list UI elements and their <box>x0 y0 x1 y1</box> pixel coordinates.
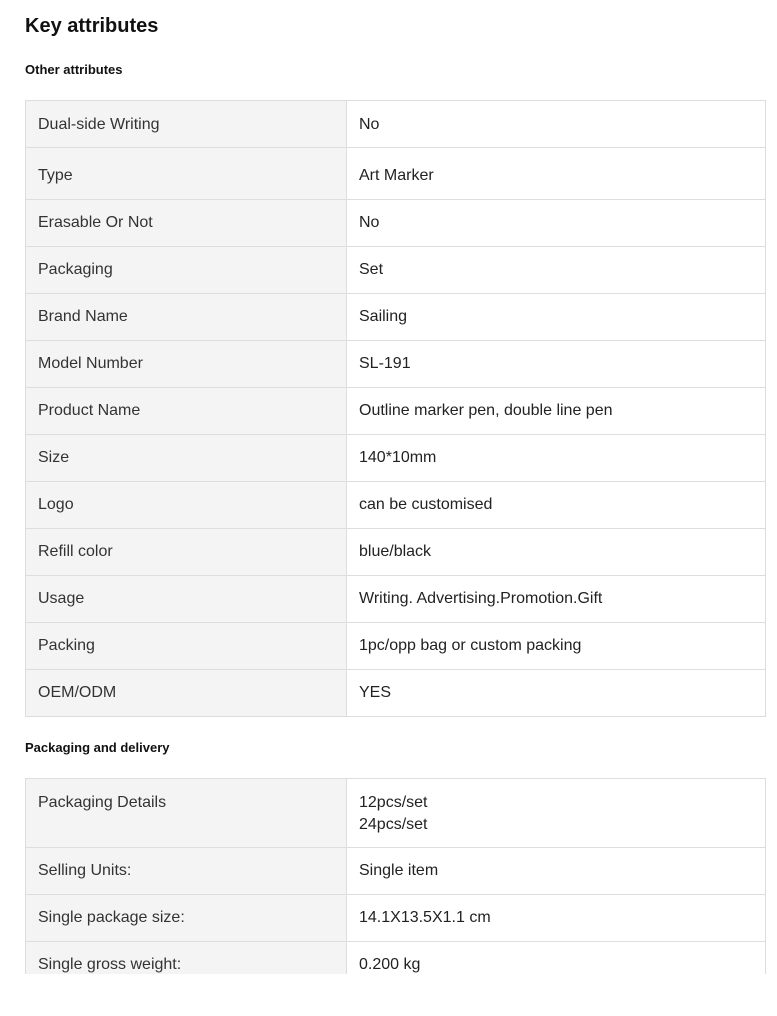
table-row <box>26 388 766 435</box>
attr-key: Product Name <box>26 388 347 435</box>
packaging-delivery-table <box>25 778 766 974</box>
attr-value: Writing. Advertising.Promotion.Gift <box>347 576 766 623</box>
attr-value-line: 12pcs/set <box>359 794 428 811</box>
attr-key: Usage <box>26 576 347 623</box>
attr-key: Type <box>26 148 347 200</box>
attr-value: 140*10mm <box>347 435 766 482</box>
table-row <box>26 148 766 200</box>
packaging-delivery-heading: Packaging and delivery <box>25 740 170 755</box>
attr-key: Packaging <box>26 247 347 294</box>
page-title: Key attributes <box>25 15 159 37</box>
attr-value: Single item <box>347 848 766 895</box>
attr-value: Sailing <box>347 294 766 341</box>
table-row <box>26 341 766 388</box>
attr-value-line: 24pcs/set <box>359 816 428 833</box>
attr-value: No <box>347 200 766 247</box>
table-row <box>26 101 766 148</box>
table-row <box>26 848 766 895</box>
table-row <box>26 529 766 576</box>
table-row <box>26 895 766 942</box>
table-row <box>26 623 766 670</box>
attr-key: Model Number <box>26 341 347 388</box>
attr-key: Packaging Details <box>26 779 347 848</box>
other-attributes-table <box>25 100 766 717</box>
attr-key: Brand Name <box>26 294 347 341</box>
attr-key: Refill color <box>26 529 347 576</box>
attr-key: Erasable Or Not <box>26 200 347 247</box>
table-row <box>26 247 766 294</box>
attr-value: Outline marker pen, double line pen <box>347 388 766 435</box>
attr-value: can be customised <box>347 482 766 529</box>
attr-value: SL-191 <box>347 341 766 388</box>
table-row <box>26 435 766 482</box>
table-row <box>26 779 766 848</box>
attr-value: blue/black <box>347 529 766 576</box>
attr-value: Art Marker <box>347 148 766 200</box>
attr-value: YES <box>347 670 766 717</box>
attr-value: 0.200 kg <box>347 942 766 975</box>
attr-key: Single package size: <box>26 895 347 942</box>
attr-value-multiline <box>347 779 766 848</box>
table-row <box>26 576 766 623</box>
attr-key: Single gross weight: <box>26 942 347 975</box>
attr-value: No <box>347 101 766 148</box>
attr-value: 14.1X13.5X1.1 cm <box>347 895 766 942</box>
attr-key: Logo <box>26 482 347 529</box>
attr-key: Selling Units: <box>26 848 347 895</box>
attr-value: 1pc/opp bag or custom packing <box>347 623 766 670</box>
attr-key: Dual-side Writing <box>26 101 347 148</box>
attr-key: OEM/ODM <box>26 670 347 717</box>
table-row <box>26 294 766 341</box>
attr-key: Size <box>26 435 347 482</box>
table-row <box>26 482 766 529</box>
attr-key: Packing <box>26 623 347 670</box>
other-attributes-heading: Other attributes <box>25 62 123 77</box>
table-row <box>26 200 766 247</box>
table-row <box>26 942 766 975</box>
attr-value: Set <box>347 247 766 294</box>
packaging-delivery-viewport <box>25 778 766 974</box>
table-row <box>26 670 766 717</box>
